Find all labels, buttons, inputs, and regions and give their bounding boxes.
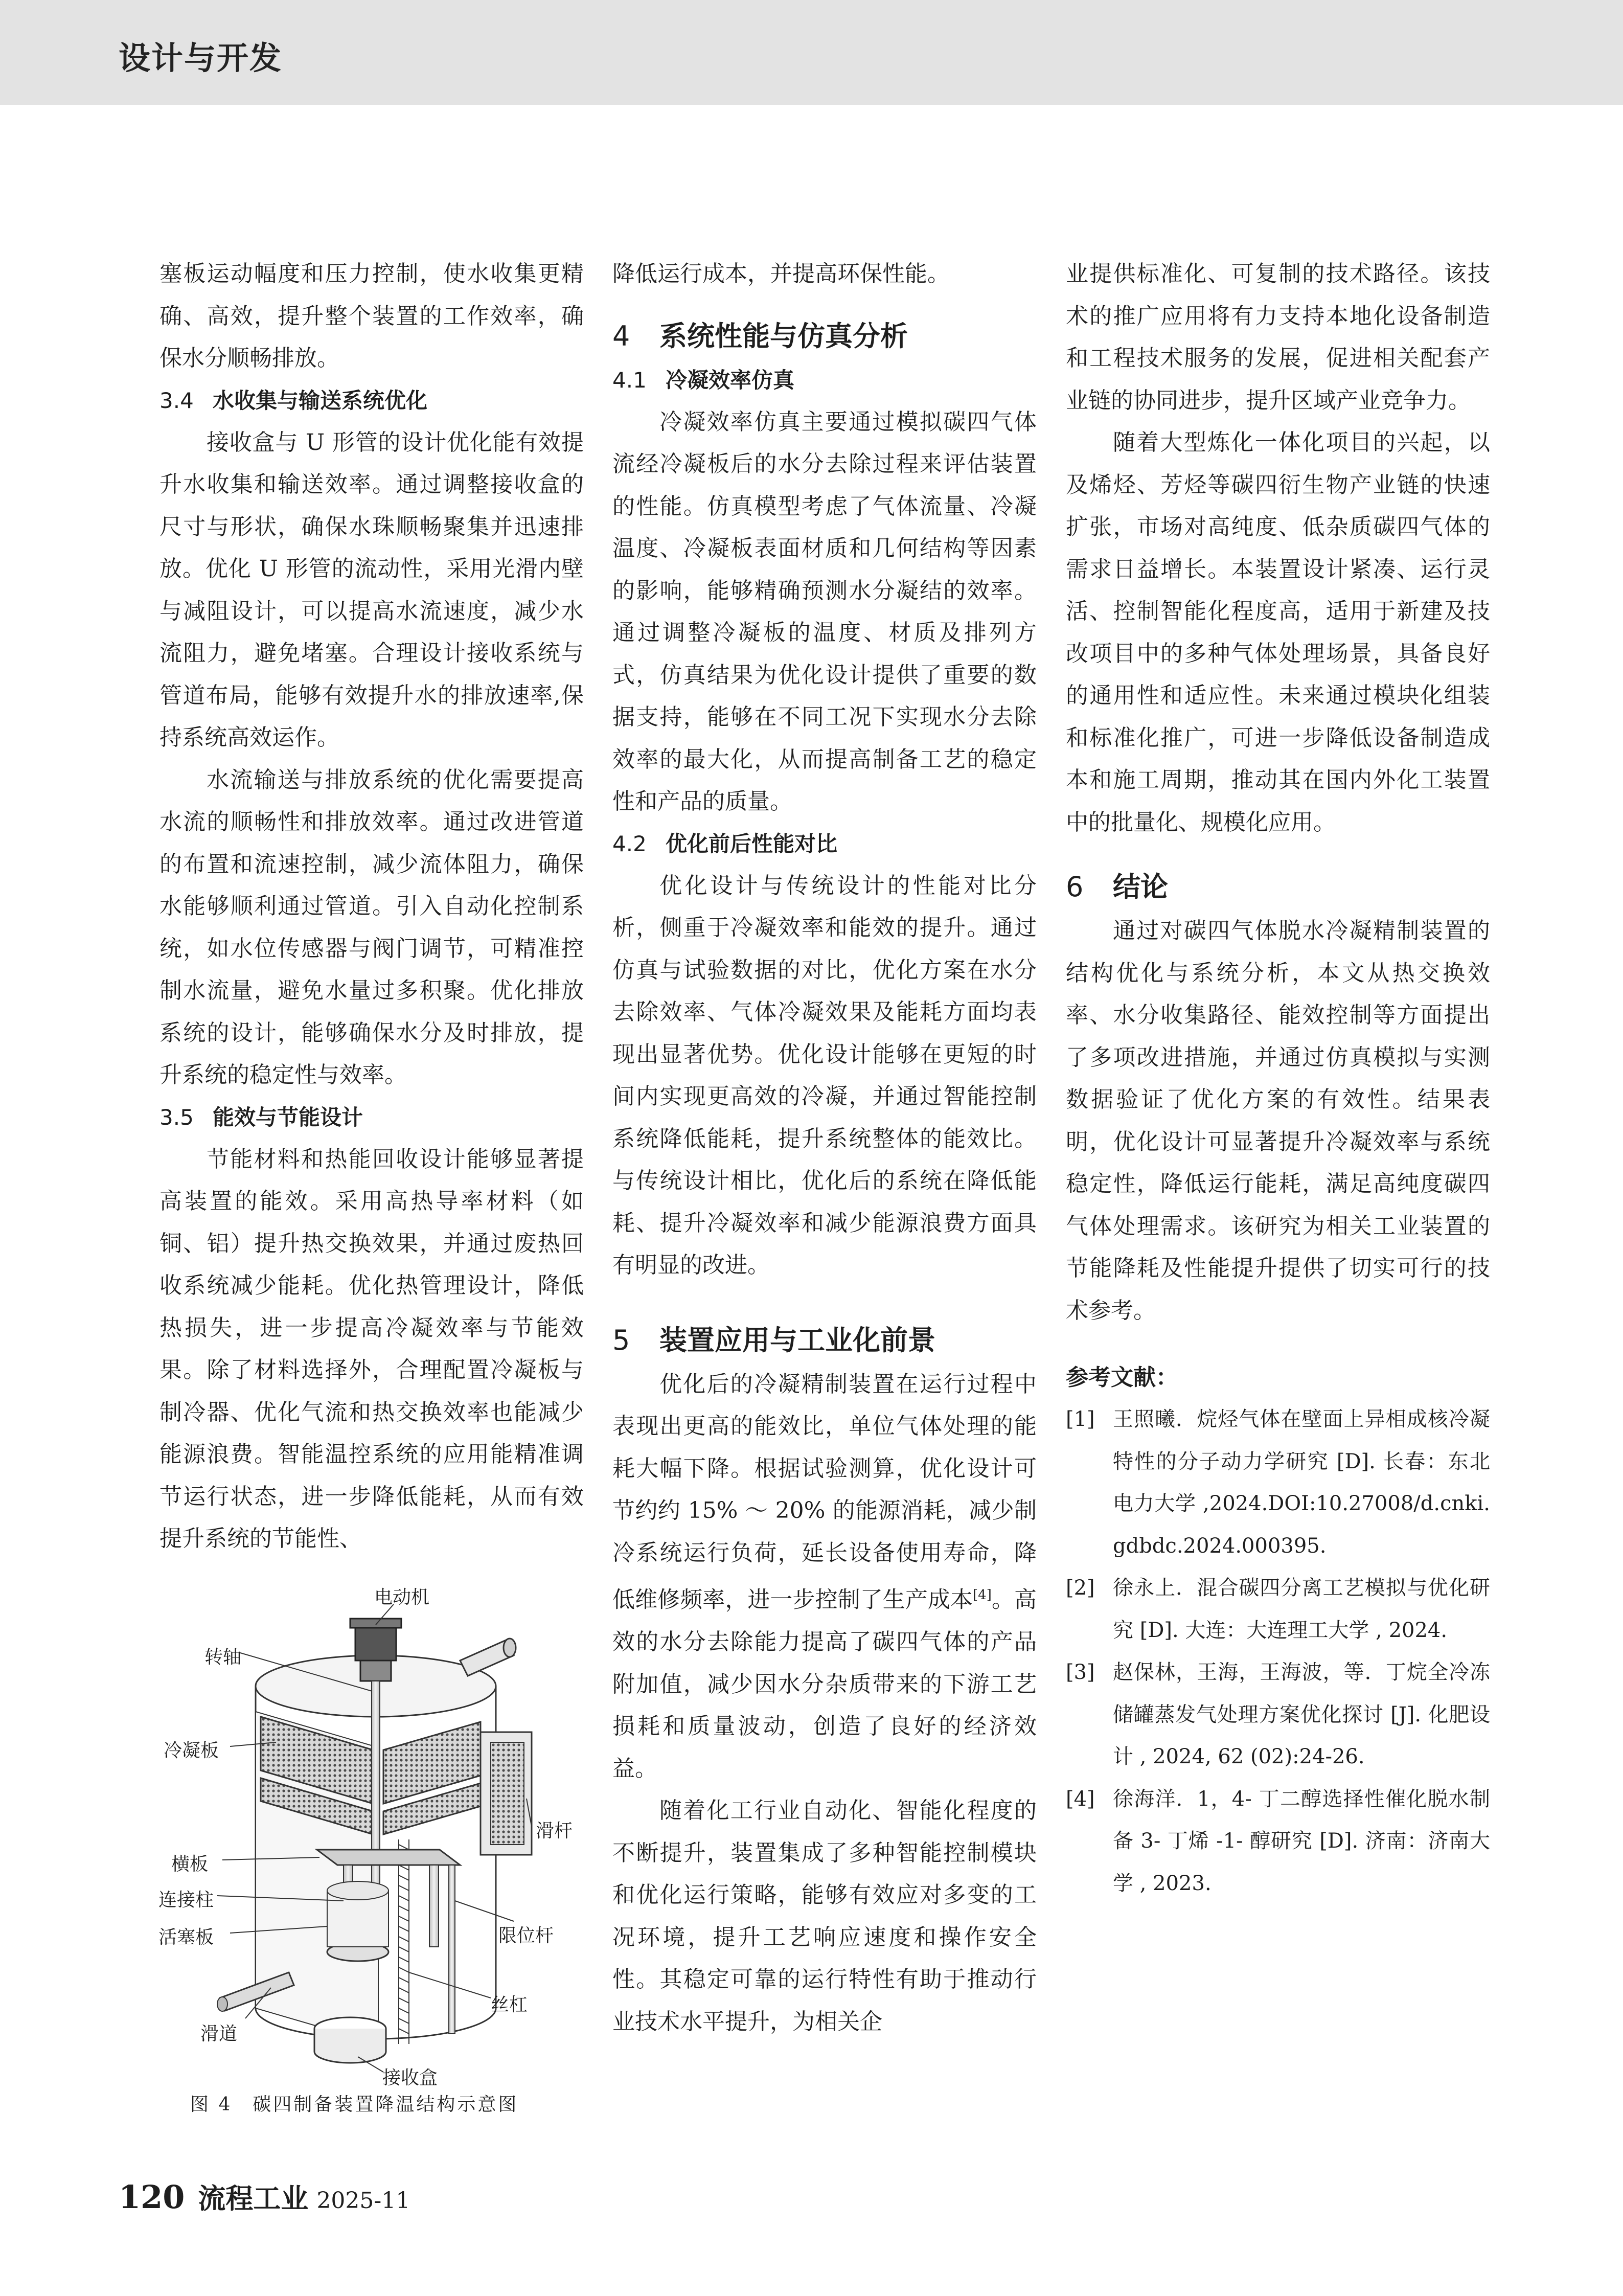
section-title: 系统性能与仿真分析 bbox=[659, 320, 908, 352]
reference-entry bbox=[1066, 1778, 1490, 1905]
paragraph-text: 。高效的水分去除能力提高了碳四气体的产品附加值，减少因水分杂质带来的下游工艺损耗和质量波动，创造了良好的经济效益。 bbox=[612, 1586, 1037, 1782]
paragraph bbox=[612, 1363, 1037, 1790]
label-slide-rod: 滑杆 bbox=[536, 1821, 573, 1842]
reference-text: 王照曦．烷烃气体在壁面上异相成核冷凝特性的分子动力学研究 [D]. 长春：东北电力大学 ,2024.DOI:10.27008/d.cnki.gdbdc.2024.000395. bbox=[1113, 1407, 1490, 1558]
reference-entry bbox=[1066, 1398, 1490, 1567]
subsection-title: 能效与节能设计 bbox=[213, 1104, 363, 1130]
reference-entry bbox=[1066, 1567, 1490, 1651]
section-heading-6 bbox=[1066, 864, 1490, 910]
subsection-title: 水收集与输送系统优化 bbox=[213, 388, 428, 413]
subsection-number: 3.5 bbox=[159, 1104, 194, 1130]
paragraph: 降低运行成本，并提高环保性能。 bbox=[612, 261, 950, 287]
label-lead-screw: 丝杠 bbox=[491, 1994, 528, 2015]
paragraph: 水流输送与排放系统的优化需要提高水流的顺畅性和排放效率。通过改进管道的布置和流速控制，减少流体阻力，确保水能够顺利通过管道。引入自动化控制系统，如水位传感器与阀门调节，可精准控制水流量，避免水量过多积聚。优化排放系统的设计，能够确保水分及时排放，提升系统的稳定性与效率。 bbox=[159, 766, 584, 1088]
reference-number: [3] bbox=[1066, 1661, 1095, 1684]
label-condenser-plate: 冷凝板 bbox=[164, 1740, 219, 1761]
paragraph: 冷凝效率仿真主要通过模拟碳四气体流经冷凝板后的水分去除过程来评估装置的性能。仿真模型考虑了气体流量、冷凝温度、冷凝板表面材质和几何结构等因素的影响，能够精确预测水分凝结的效率。通过调整冷凝板的温度、材质及排列方式，仿真结果为优化设计提供了重要的数据支持，能够在不同工况下实现水分去除效率的最大化，从而提高制备工艺的稳定性和产品的质量。 bbox=[612, 408, 1037, 814]
section-title: 结论 bbox=[1113, 871, 1168, 903]
label-piston-plate: 活塞板 bbox=[158, 1927, 214, 1948]
subsection-title: 优化前后性能对比 bbox=[666, 831, 838, 856]
column-3 bbox=[1066, 253, 1490, 1904]
paragraph: 随着大型炼化一体化项目的兴起，以及烯烃、芳烃等碳四衍生物产业链的快速扩张，市场对高纯度、低杂质碳四气体的需求日益增长。本装置设计紧凑、运行灵活、控制智能化程度高，适用于新建及技改项目中的多种气体处理场景，具备良好的通用性和适应性。未来通过模块化组装和标准化推广，可进一步降低设备制造成本和施工周期，推动其在国内外化工装置中的批量化、规模化应用。 bbox=[1066, 429, 1490, 835]
label-chute: 滑道 bbox=[200, 2024, 238, 2044]
reference-number: [1] bbox=[1066, 1407, 1095, 1431]
subsection-heading-3-4 bbox=[159, 380, 584, 422]
paragraph: 优化设计与传统设计的性能对比分析，侧重于冷凝效率和能效的提升。通过仿真与试验数据的对比，优化方案在水分去除效率、气体冷凝效果及能耗方面均表现出显著优势。优化设计能够在更短的时间内实现更高效的冷凝，并通过智能控制系统降低能耗，提升系统整体的能效比。与传统设计相比，优化后的系统在降低能耗、提升冷凝效率和减少能源浪费方面具有明显的改进。 bbox=[612, 872, 1037, 1278]
figure-4-diagram bbox=[153, 1587, 588, 2088]
subsection-heading-4-1 bbox=[612, 359, 1037, 401]
references-heading: 参考文献： bbox=[1066, 1365, 1178, 1391]
subsection-title: 冷凝效率仿真 bbox=[666, 367, 795, 393]
section-number: 4 bbox=[612, 320, 630, 352]
paragraph-text: 优化后的冷凝精制装置在运行过程中表现出更高的能效比，单位气体处理的能耗大幅下降。根据试验测算，优化设计可节约约 15% ～ 20% 的能源消耗，减少制冷系统运行负荷，延长设备使用寿命，降低维修频率，进一步控制了生产成本 bbox=[612, 1371, 1037, 1613]
column-1 bbox=[159, 253, 584, 1560]
paragraph: 塞板运动幅度和压力控制，使水收集更精确、高效，提升整个装置的工作效率，确保水分顺畅排放。 bbox=[159, 261, 584, 371]
section-header-title: 设计与开发 bbox=[119, 39, 283, 77]
paragraph: 通过对碳四气体脱水冷凝精制装置的结构优化与系统分析，本文从热交换效率、水分收集路径、能效控制等方面提出了多项改进措施，并通过仿真模拟与实测数据验证了优化方案的有效性。结果表明，优化设计可显著提升冷凝效率与系统稳定性，降低运行能耗，满足高纯度碳四气体处理需求。该研究为相关工业装置的节能降耗及性能提升提供了切实可行的技术参考。 bbox=[1066, 918, 1490, 1324]
section-number: 6 bbox=[1066, 871, 1084, 903]
subsection-heading-3-5 bbox=[159, 1097, 584, 1139]
section-title: 装置应用与工业化前景 bbox=[659, 1324, 935, 1356]
reference-entry bbox=[1066, 1651, 1490, 1778]
subsection-heading-4-2 bbox=[612, 823, 1037, 865]
reference-number: [2] bbox=[1066, 1576, 1095, 1600]
label-limit-rod: 限位杆 bbox=[498, 1925, 554, 1946]
page-footer bbox=[119, 2177, 410, 2216]
subsection-number: 4.1 bbox=[612, 367, 647, 393]
label-connecting-column: 连接柱 bbox=[158, 1890, 214, 1911]
page-number: 120 bbox=[119, 2178, 185, 2216]
reference-number: [4] bbox=[1066, 1787, 1095, 1811]
paragraph: 随着化工行业自动化、智能化程度的不断提升，装置集成了多种智能控制模块和优化运行策略，能够有效应对多变的工况环境，提升工艺响应速度和操作安全性。其稳定可靠的运行特性有助于推动行业技术水平提升，为相关企 bbox=[612, 1798, 1037, 2035]
reference-text: 徐永上．混合碳四分离工艺模拟与优化研究 [D]. 大连：大连理工大学 , 2024. bbox=[1113, 1576, 1490, 1642]
section-heading-5 bbox=[612, 1317, 1037, 1363]
citation-marker: [4] bbox=[973, 1587, 992, 1603]
section-heading-4 bbox=[612, 313, 1037, 359]
reference-text: 赵保林，王海，王海波，等．丁烷全冷冻储罐蒸发气处理方案优化探讨 [J]. 化肥设计 , 2024, 62 (02):24-26. bbox=[1113, 1661, 1490, 1768]
journal-name: 流程工业 bbox=[198, 2182, 309, 2215]
reference-text: 徐海洋．1，4- 丁二醇选择性催化脱水制备 3- 丁烯 -1- 醇研究 [D]. 济南：济南大学 , 2023. bbox=[1113, 1787, 1490, 1895]
paragraph: 节能材料和热能回收设计能够显著提高装置的能效。采用高热导率材料（如铜、铝）提升热交换效果，并通过废热回收系统减少能耗。优化热管理设计，降低热损失，进一步提高冷凝效率与节能效果。除了材料选择外，合理配置冷凝板与制冷器、优化气流和热交换效率也能减少能源浪费。智能温控系统的应用能精准调节运行状态，进一步降低能耗，从而有效提升系统的节能性、 bbox=[159, 1146, 584, 1552]
label-receiving-box: 接收盒 bbox=[382, 2067, 438, 2088]
label-cross-plate: 横板 bbox=[171, 1854, 209, 1875]
issue-number: 2025-11 bbox=[316, 2188, 410, 2214]
section-number: 5 bbox=[612, 1324, 630, 1356]
subsection-number: 4.2 bbox=[612, 831, 647, 856]
figure-caption: 图 4 碳四制备装置降温结构示意图 bbox=[190, 2094, 519, 2115]
paragraph: 接收盒与 U 形管的设计优化能有效提升水收集和输送效率。通过调整接收盒的尺寸与形状，确保水珠顺畅聚集并迅速排放。优化 U 形管的流动性，采用光滑内壁与减阻设计，可以提高水流速度，减少水流阻力，避免堵塞。合理设计接收系统与管道布局，能够有效提升水的排放速率,保持系统高效运作。 bbox=[159, 429, 584, 751]
subsection-number: 3.4 bbox=[159, 388, 194, 413]
column-2 bbox=[612, 253, 1037, 2043]
paragraph: 业提供标准化、可复制的技术路径。该技术的推广应用将有力支持本地化设备制造和工程技术服务的发展，促进相关配套产业链的协同进步，提升区域产业竞争力。 bbox=[1066, 261, 1490, 414]
label-shaft: 转轴 bbox=[204, 1647, 242, 1668]
label-motor: 电动机 bbox=[374, 1587, 430, 1608]
header-band bbox=[0, 0, 1623, 105]
